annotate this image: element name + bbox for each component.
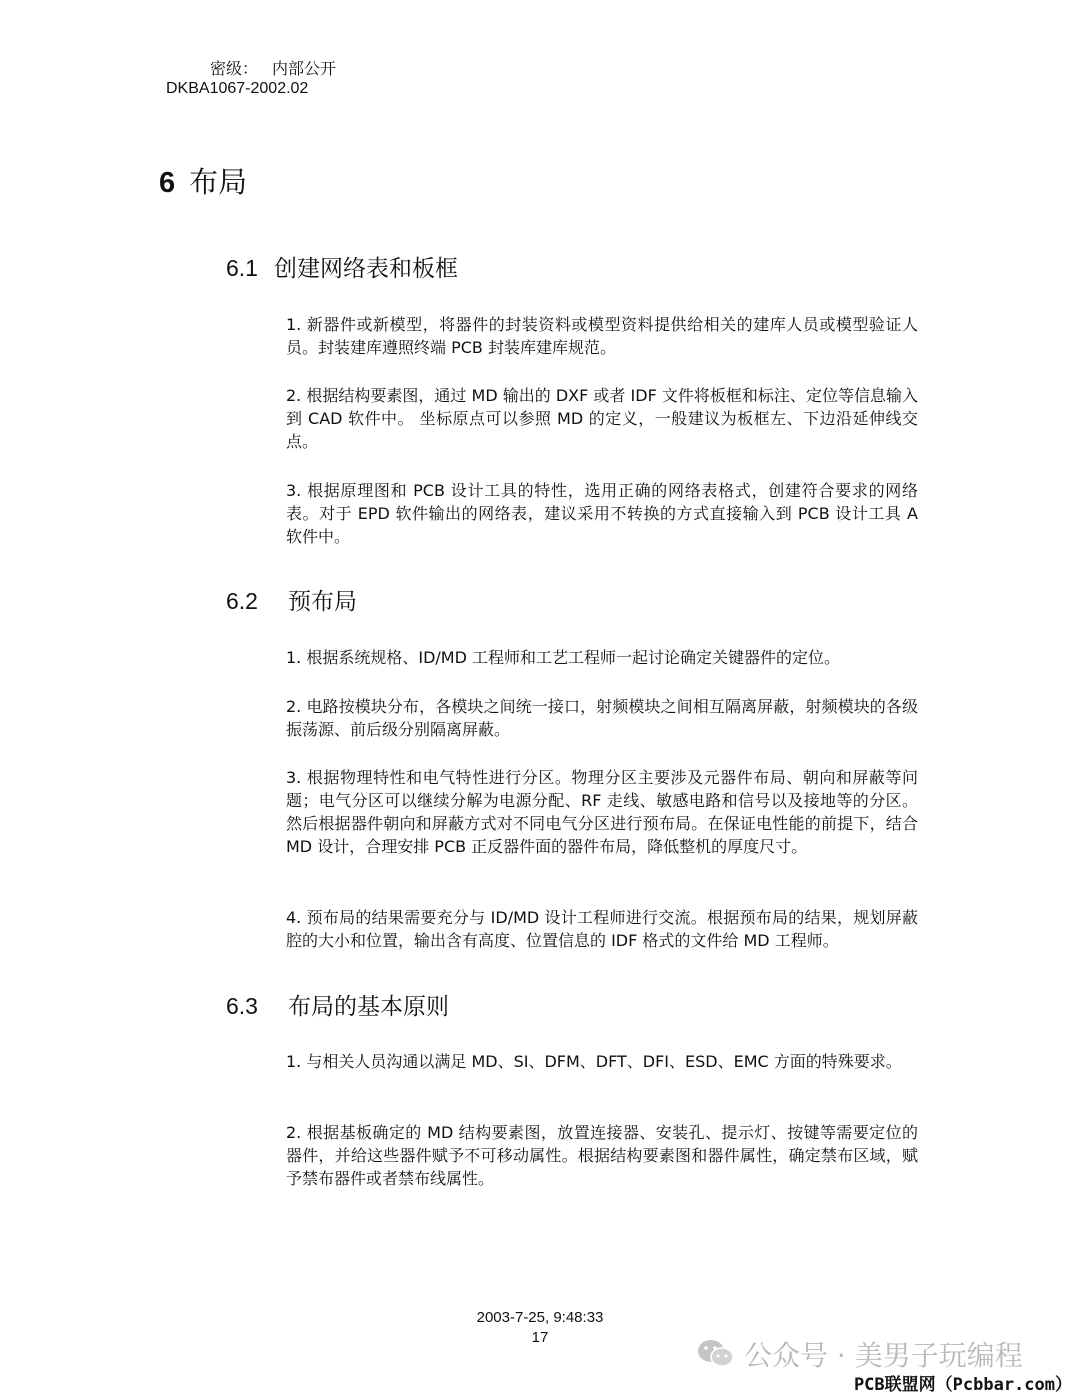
- section-number: 6.2: [226, 588, 258, 614]
- paragraph: 2. 根据结构要素图，通过 MD 输出的 DXF 或者 IDF 文件将板框和标注、定位等信息输入到 CAD 软件中。 坐标原点可以参照 MD 的定义，一般建议为板框左、下边沿延伸线交点。: [286, 386, 918, 451]
- watermark: [696, 1334, 1023, 1374]
- section-number: 6.3: [226, 993, 258, 1019]
- section-title: 布局的基本原则: [288, 994, 449, 1020]
- section-heading-6-2: [226, 583, 357, 616]
- chapter-heading: [159, 160, 247, 201]
- section-heading-6-1: [226, 250, 458, 283]
- paragraph: 1. 新器件或新模型，将器件的封装资料或模型资料提供给相关的建库人员或模型验证人员。封装建库遵照终端 PCB 封装库建库规范。: [286, 315, 918, 357]
- paragraph: 1. 与相关人员沟通以满足 MD、SI、DFM、DFT、DFI、ESD、EMC 方面的特殊要求。: [286, 1052, 902, 1071]
- site-watermark: PCB联盟网（Pcbbar.com）: [853, 1375, 1072, 1395]
- paragraph: 3. 根据原理图和 PCB 设计工具的特性，选用正确的网络表格式，创建符合要求的网络表。对于 EPD 软件输出的网络表，建议采用不转换的方式直接输入到 PCB 设计工具 A 软件中。: [286, 481, 918, 546]
- section-number: 6.1: [226, 255, 258, 281]
- wechat-icon: [696, 1338, 736, 1370]
- page-number: 17: [531, 1329, 549, 1346]
- section-title: 创建网络表和板框: [274, 256, 458, 282]
- chapter-number: 6: [159, 167, 176, 199]
- paragraph: 4. 预布局的结果需要充分与 ID/MD 设计工程师进行交流。根据预布局的结果，规划屏蔽腔的大小和位置，输出含有高度、位置信息的 IDF 格式的文件给 MD 工程师。: [286, 908, 918, 950]
- paragraph: 3. 根据物理特性和电气特性进行分区。物理分区主要涉及元器件布局、朝向和屏蔽等问题；电气分区可以继续分解为电源分配、RF 走线、敏感电路和信号以及接地等的分区。然后根据器件朝向和屏蔽方式对不同电气分区进行预布局。在保证电性能的前提下，结合 MD 设计，合理安排 PCB 正反器件面的器件布局，降低整机的厚度尺寸。: [286, 768, 918, 856]
- footer-datetime: 2003-7-25, 9:48:33: [476, 1309, 604, 1326]
- paragraph: 2. 根据基板确定的 MD 结构要素图，放置连接器、安装孔、提示灯、按键等需要定位的器件，并给这些器件赋予不可移动属性。根据结构要素图和器件属性，确定禁布区域，赋予禁布器件或者禁布线属性。: [286, 1123, 918, 1188]
- section-title: 预布局: [288, 589, 357, 615]
- classification-label: 密级：: [210, 59, 259, 78]
- paragraph: 1. 根据系统规格、ID/MD 工程师和工艺工程师一起讨论确定关键器件的定位。: [286, 648, 840, 667]
- chapter-title: 布局: [189, 165, 248, 199]
- section-heading-6-3: [226, 988, 449, 1021]
- watermark-text: 公众号 · 美男子玩编程: [744, 1339, 1023, 1372]
- classification-line: [210, 56, 336, 79]
- document-code: DKBA1067-2002.02: [166, 80, 309, 97]
- classification-value: 内部公开: [272, 59, 337, 78]
- paragraph: 2. 电路按模块分布，各模块之间统一接口，射频模块之间相互隔离屏蔽，射频模块的各级振荡源、前后级分别隔离屏蔽。: [286, 697, 918, 739]
